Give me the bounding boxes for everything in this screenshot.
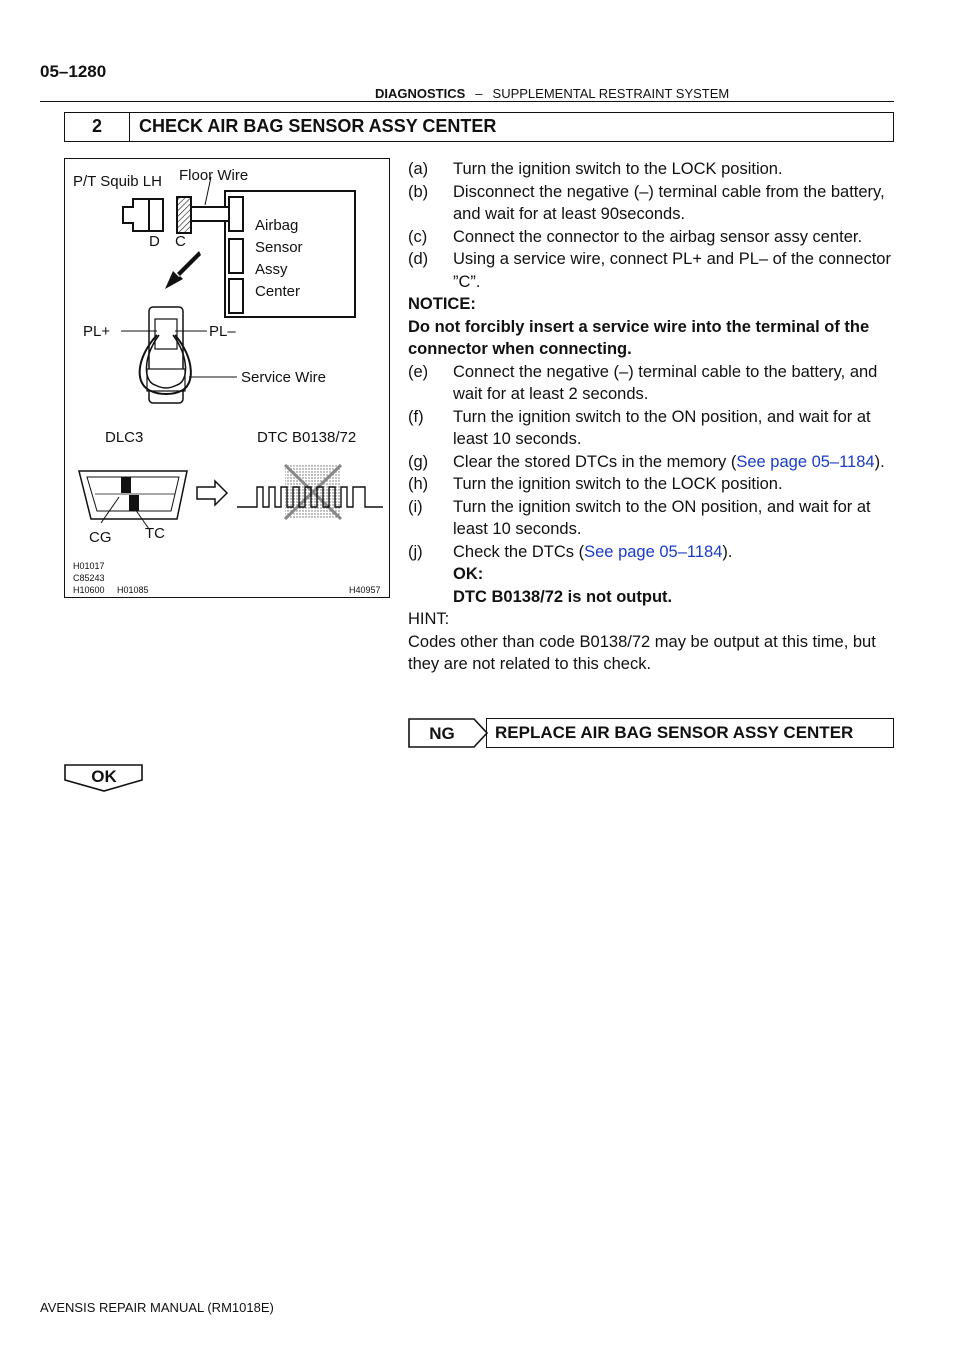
ref-code-1: H01017 — [73, 561, 105, 571]
label-connector-d: D — [149, 233, 160, 250]
step-text: Connect the negative (–) terminal cable to the battery, and wait for at least 2 seconds. — [453, 362, 878, 403]
step-key: (i) — [408, 497, 423, 516]
label-airbag-2: Sensor — [255, 239, 303, 256]
ok-label: OK — [91, 767, 117, 786]
hint-label: HINT: — [408, 610, 450, 628]
step-text: ). — [874, 452, 885, 471]
step-i — [408, 496, 894, 541]
step-key: (e) — [408, 362, 429, 381]
step-number: 2 — [65, 113, 130, 141]
step-key: (d) — [408, 250, 429, 268]
step-text: Turn the ignition switch to the ON position, and wait for at least 10 seconds. — [453, 407, 871, 448]
step-key: (c) — [408, 227, 428, 246]
section-name: DIAGNOSTICS — [375, 86, 466, 101]
page-number: 05–1280 — [40, 62, 107, 81]
instructions — [408, 158, 894, 676]
label-connector-c: C — [175, 233, 186, 250]
label-airbag-3: Assy — [255, 261, 288, 278]
step-text: Disconnect the negative (–) terminal cable from the battery, and wait for at least 90seconds. — [453, 182, 885, 223]
see-page-link[interactable]: See page 05–1184 — [584, 542, 723, 561]
label-pl-minus: PL– — [209, 323, 236, 340]
subsection-name: SUPPLEMENTAL RESTRAINT SYSTEM — [492, 86, 730, 101]
ref-code-3: H10600 — [73, 585, 105, 595]
label-airbag-4: Center — [255, 283, 301, 300]
label-pl-plus: PL+ — [83, 323, 111, 340]
label-dlc3: DLC3 — [105, 429, 144, 446]
step-a — [408, 158, 894, 181]
ref-code-main: H40957 — [349, 585, 381, 595]
step-key: (a) — [408, 160, 429, 178]
diagram-figure — [64, 158, 390, 598]
notice-label: NOTICE: — [408, 295, 476, 313]
step-e — [408, 361, 894, 406]
step-key: (f) — [408, 407, 424, 426]
label-tc: TC — [145, 525, 165, 542]
step-title: CHECK AIR BAG SENSOR ASSY CENTER — [139, 116, 497, 136]
label-service-wire: Service Wire — [241, 369, 327, 386]
notice-text: Do not forcibly insert a service wire into the terminal of the connector when connecting. — [408, 317, 870, 358]
step-h — [408, 473, 894, 496]
step-text: Turn the ignition switch to the ON position, and wait for at least 10 seconds. — [453, 497, 871, 538]
label-airbag-1: Airbag — [255, 217, 299, 234]
step-text: Turn the ignition switch to the LOCK position. — [453, 160, 783, 178]
ok-criteria — [408, 586, 894, 609]
ref-code-2: C85243 — [73, 573, 105, 583]
step-text: Check the DTCs ( — [453, 542, 585, 561]
step-title-box — [64, 112, 894, 142]
step-c — [408, 226, 894, 249]
step-g — [408, 451, 894, 474]
ok-label-text: OK: — [453, 565, 484, 583]
step-key: (j) — [408, 542, 423, 561]
ng-action-box: REPLACE AIR BAG SENSOR ASSY CENTER — [486, 718, 894, 748]
header-separator: – — [475, 86, 483, 101]
label-dtc: DTC B0138/72 — [257, 429, 357, 446]
step-key: (b) — [408, 182, 429, 201]
step-text: Using a service wire, connect PL+ and PL– of the connector ”C”. — [453, 250, 891, 291]
step-b — [408, 181, 894, 226]
step-text: Turn the ignition switch to the LOCK position. — [453, 475, 783, 493]
see-page-link[interactable]: See page 05–1184 — [736, 452, 875, 471]
ng-result-row — [408, 718, 894, 748]
step-text: Clear the stored DTCs in the memory ( — [453, 452, 737, 471]
step-key: (h) — [408, 475, 429, 493]
step-f — [408, 406, 894, 451]
ng-tag-shape — [408, 718, 488, 748]
label-cg: CG — [89, 529, 112, 546]
ref-code-4: H01085 — [117, 585, 149, 595]
step-text: Connect the connector to the airbag sensor assy center. — [453, 227, 863, 246]
step-j — [408, 541, 894, 564]
footer-manual-id: AVENSIS REPAIR MANUAL (RM1018E) — [40, 1300, 274, 1315]
step-d — [408, 248, 894, 293]
step-key: (g) — [408, 452, 429, 471]
step-text: ). — [722, 542, 733, 561]
running-header — [375, 86, 729, 101]
ok-tag-shape — [64, 764, 144, 792]
ok-label — [408, 563, 894, 586]
ok-criteria-text: DTC B0138/72 is not output. — [453, 587, 673, 606]
hint-text: Codes other than code B0138/72 may be output at this time, but they are not related to this check. — [408, 632, 876, 673]
connector-diagram — [65, 159, 391, 599]
header-rule — [40, 101, 894, 102]
label-floor-wire: Floor Wire — [179, 167, 249, 184]
ng-label: NG — [429, 724, 455, 743]
label-pt-squib: P/T Squib LH — [73, 173, 162, 190]
